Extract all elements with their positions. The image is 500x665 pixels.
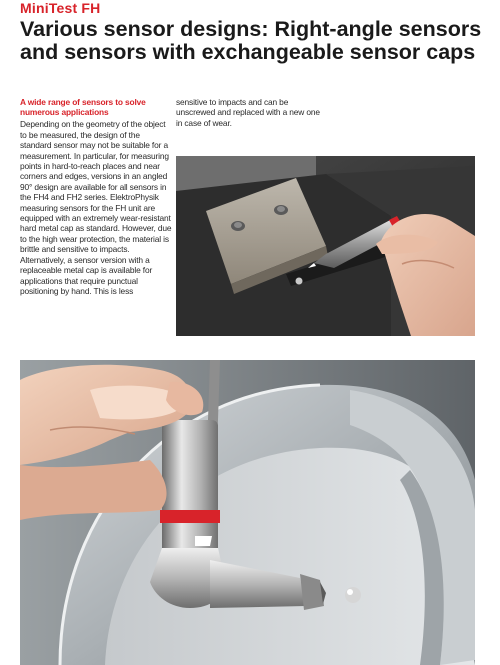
article-column-1 [20, 97, 172, 296]
article-subheading: A wide range of sensors to solve numerous applications [20, 97, 146, 118]
article-headline: Various sensor designs: Right-angle sensors and sensors with exchangeable sensor caps [20, 17, 482, 64]
article-column-2 [176, 97, 326, 128]
right-angle-sensor-photo [20, 360, 475, 665]
article-body-col2: sensitive to impacts and can be unscrewed and replaced with a new one in case of wear. [176, 97, 320, 128]
series-kicker: MiniTest FH [20, 0, 101, 16]
article-body-col1: Depending on the geometry of the object to be measured, the design of the standard sensor may not be suitable for a measurement. In particular, for measuring points in hard-to-reach places and near corners and edges, versions in an angled 90° design are available for all sensors in the FH4 and FH2 series. ElektroPhysik measuring sensors for the FH unit are equipped with an extremely wear-resistant hard metal cap as standard. However, due to the high wear protection, the material is brittle and sensitive to impacts. Alternatively, a sensor version with a replaceable metal cap is available for applications that require punctual positioning by hand. This is less [20, 119, 172, 296]
sensor-on-metal-block-photo [176, 156, 475, 336]
